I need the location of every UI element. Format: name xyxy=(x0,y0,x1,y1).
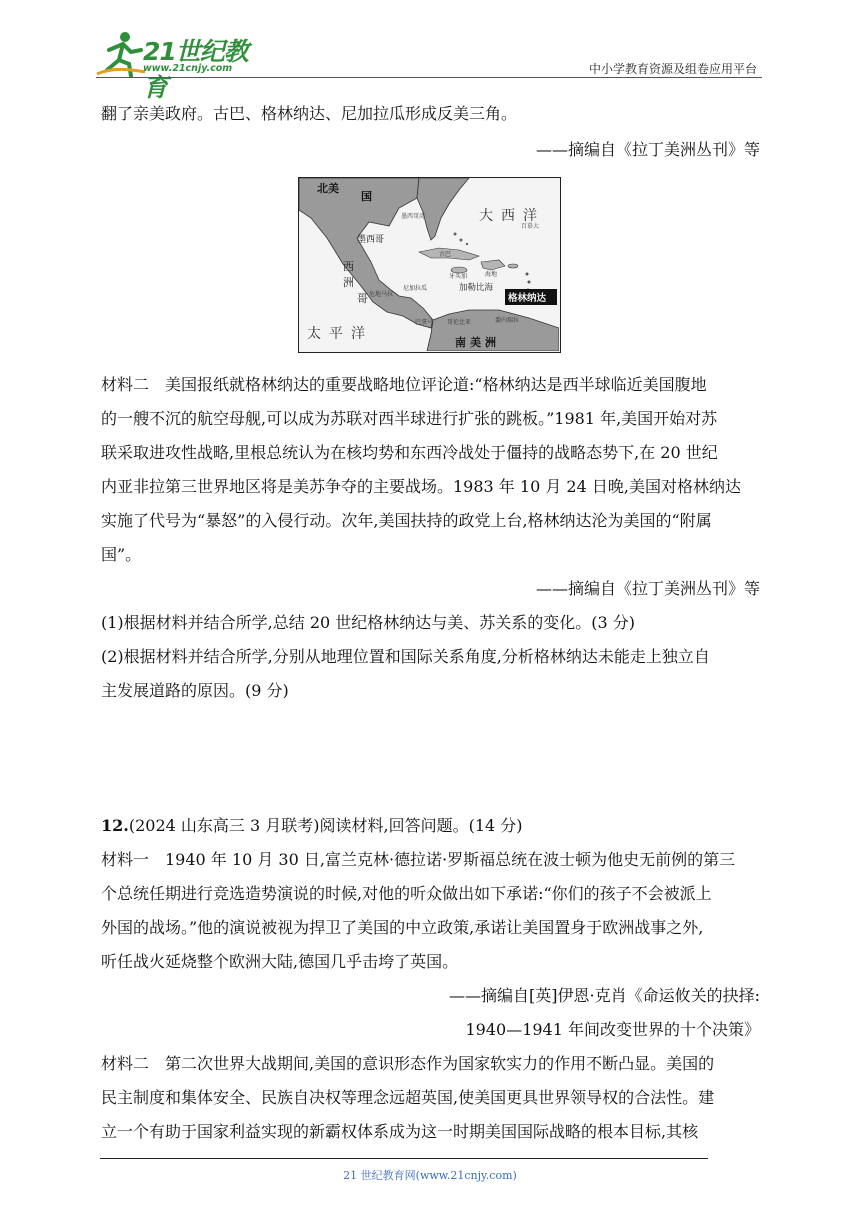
text-line: 翻了亲美政府。古巴、格林纳达、尼加拉瓜形成反美三角。 xyxy=(101,104,518,123)
question-1: (1)根据材料并结合所学,总结 20 世纪格林纳达与美、苏关系的变化。(3 分) xyxy=(101,613,636,632)
logo-url: www.21cnjy.com xyxy=(143,63,233,74)
label-ge: 哥 xyxy=(357,292,368,305)
page-footer: 21 世纪教育网(www.21cnjy.com) xyxy=(343,1169,517,1182)
text-line: 外国的战场。”他的演说被视为捍卫了美国的中立政策,承诺让美国置身于欧洲战事之外, xyxy=(101,918,704,937)
text-line: 内亚非拉第三世界地区将是美苏争夺的主要战场。1983 年 10 月 24 日晚,美国对格林纳达 xyxy=(101,477,741,496)
label-atlantic: 大西洋 xyxy=(479,208,545,224)
runner-logo-icon xyxy=(95,30,147,78)
label-small: 牙买加 xyxy=(449,273,468,280)
source-citation: ——摘编自《拉丁美洲丛刊》等 xyxy=(535,140,760,159)
text-line: 联采取进攻性战略,里根总统认为在核均势和东西冷战处于僵持的战略态势下,在 20 世纪 xyxy=(101,443,718,462)
label-small: 古巴 xyxy=(439,251,452,258)
source-citation: 1940—1941 年间改变世界的十个决策》 xyxy=(465,1020,760,1039)
text-line: 实施了代号为“暴怒”的入侵行动。次年,美国扶持的政党上台,格林纳达沦为美国的“附属 xyxy=(101,511,712,530)
footer-divider xyxy=(100,1158,708,1159)
text-line: 材料二 第二次世界大战期间,美国的意识形态作为国家软实力的作用不断凸显。美国的 xyxy=(101,1054,715,1073)
label-small: 委内瑞拉 xyxy=(495,317,520,324)
text-line: 立一个有助于国家利益实现的新霸权体系成为这一时期美国国际战略的根本目标,其核 xyxy=(101,1122,699,1141)
question-number: 12. xyxy=(101,816,129,835)
label-small: 哥伦比亚 xyxy=(447,319,472,326)
question-12-heading xyxy=(101,816,523,836)
caribbean-map xyxy=(298,177,561,353)
header-divider xyxy=(96,77,762,78)
text-line: 个总统任期进行竞选造势演说的时候,对他的听众做出如下承诺:“你们的孩子不会被派上 xyxy=(101,884,712,903)
label-small: 海地 xyxy=(485,271,498,278)
text-line: 材料二 美国报纸就格林纳达的重要战略地位评论道:“格林纳达是西半球临近美国腹地 xyxy=(101,375,707,394)
text-line: 材料一 1940 年 10 月 30 日,富兰克林·德拉诺·罗斯福总统在波士顿为他史无前例的第三 xyxy=(101,850,736,869)
label-north-america: 北美 xyxy=(317,182,339,195)
label-small: 巴拿马 xyxy=(415,319,434,326)
logo-text: 21世纪教育 xyxy=(143,37,248,102)
text-line: 国”。 xyxy=(101,545,142,564)
label-small: 危地马拉 xyxy=(369,291,394,298)
label-mexico: 墨西哥 xyxy=(357,235,385,245)
text-line: 民主制度和集体安全、民族自决权等理念远超英国,使美国更具世界领导权的合法性。建 xyxy=(101,1088,715,1107)
label-pacific: 太平洋 xyxy=(307,326,373,342)
label-small: 墨西哥湾 xyxy=(401,213,426,220)
platform-name: 中小学教育资源及组卷应用平台 xyxy=(588,62,757,76)
label-south-america: 南美洲 xyxy=(455,336,500,349)
label-country: 国 xyxy=(361,190,372,203)
source-citation: ——摘编自[英]伊恩·克肖《命运攸关的抉择: xyxy=(449,986,760,1005)
question-2: (2)根据材料并结合所学,分别从地理位置和国际关系角度,分析格林纳达未能走上独立自 xyxy=(101,647,710,666)
label-small: 尼加拉瓜 xyxy=(403,285,428,292)
label-caribbean: 加勒比海 xyxy=(459,283,494,293)
question-2-cont: 主发展道路的原因。(9 分) xyxy=(101,681,289,700)
label-zhou: 洲 xyxy=(343,276,354,289)
label-west: 西 xyxy=(343,260,354,273)
source-citation: ——摘编自《拉丁美洲丛刊》等 xyxy=(535,579,760,598)
map-graphic xyxy=(299,178,559,351)
label-small: 百慕大 xyxy=(521,223,540,230)
page-header xyxy=(0,0,860,102)
text-line: 听任战火延烧整个欧洲大陆,德国几乎击垮了英国。 xyxy=(101,952,459,971)
question-12-text: (2024 山东高三 3 月联考)阅读材料,回答问题。(14 分) xyxy=(128,816,523,835)
text-line: 的一艘不沉的航空母舰,可以成为苏联对西半球进行扩张的跳板。”1981 年,美国开始对苏 xyxy=(101,409,718,428)
label-grenada: 格林纳达 xyxy=(508,293,547,304)
site-logo xyxy=(95,30,265,102)
